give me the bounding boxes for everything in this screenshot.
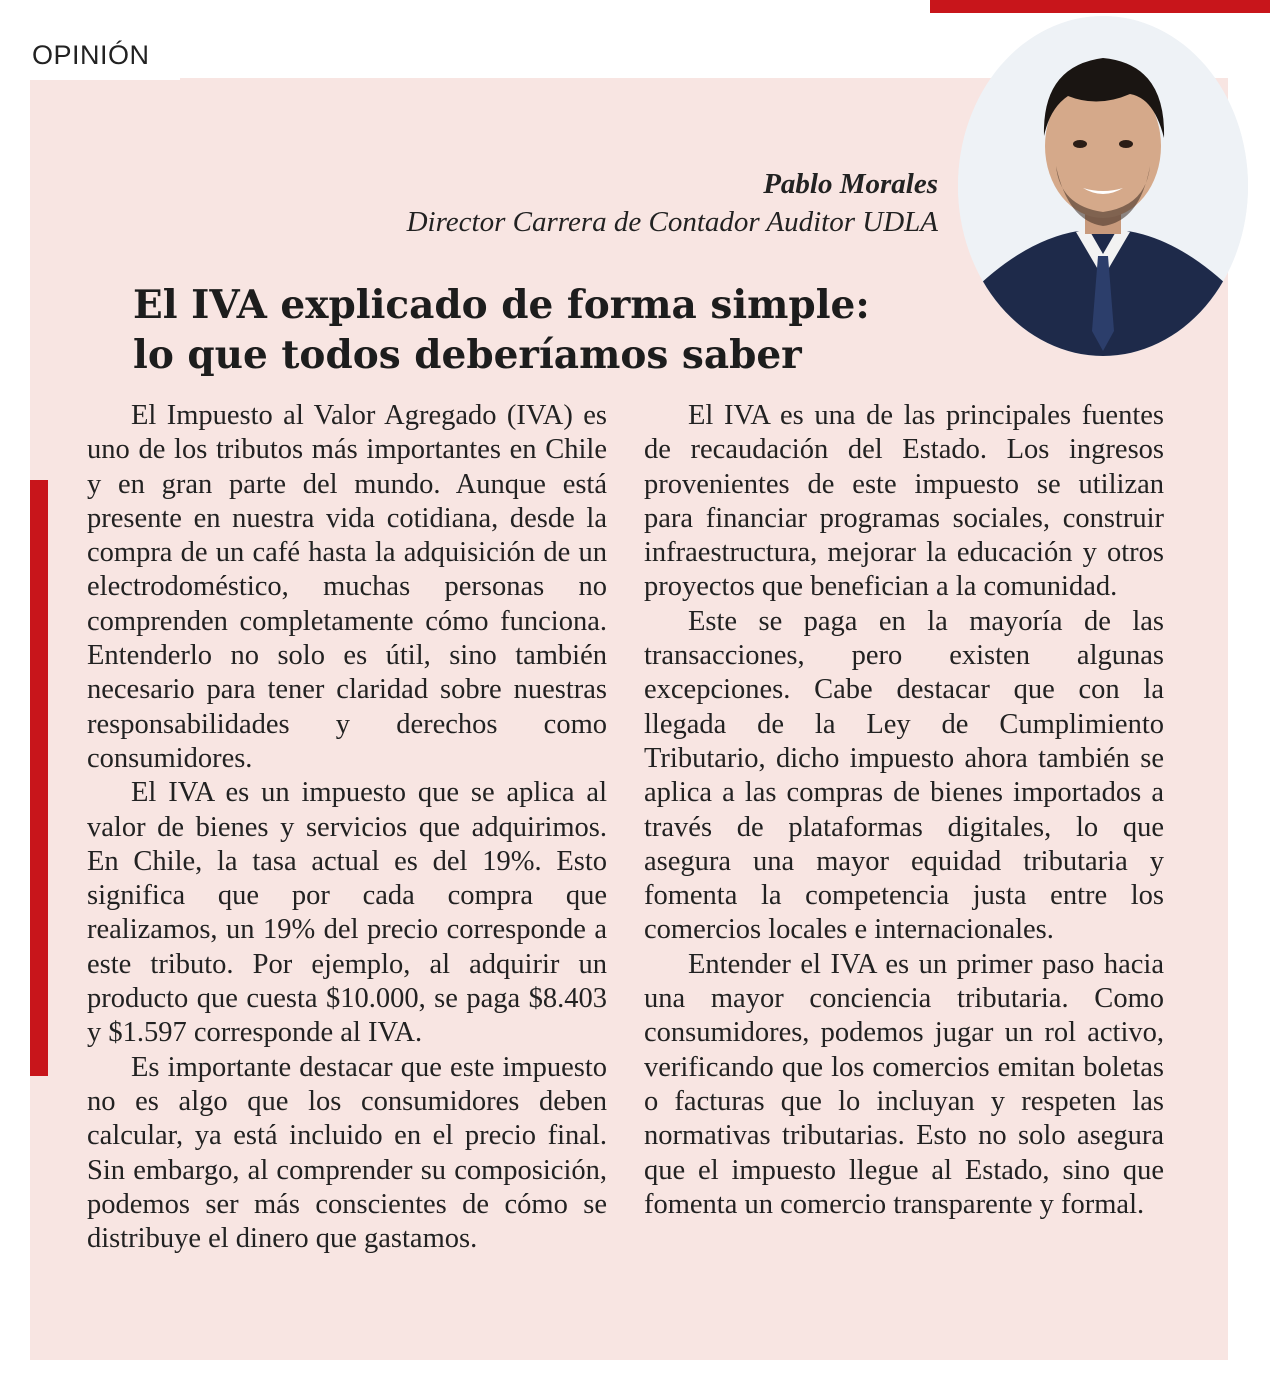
headline-line-1: El IVA explicado de forma simple: bbox=[133, 282, 870, 328]
author-photo-illustration bbox=[958, 16, 1248, 356]
author-name: Pablo Morales bbox=[763, 168, 938, 200]
headline bbox=[133, 280, 870, 380]
headline-line-2: lo que todos deberíamos saber bbox=[133, 332, 802, 378]
side-accent-bar bbox=[30, 480, 48, 1076]
author-photo bbox=[958, 16, 1248, 356]
body-paragraph: El IVA es un impuesto que se aplica al valor de bienes y servicios que adquirimos. En Chile, la tasa actual es del 19%. Esto significa que por cada compra que realizamos, un 19% del precio corresponde a este tributo. Por ejemplo, al adquirir un producto que cuesta $10.000, se paga $8.403 y $1.597 corresponde al IVA. bbox=[87, 777, 607, 1049]
author-role: Director Carrera de Contador Auditor UDLA bbox=[406, 206, 938, 238]
body-paragraph: Entender el IVA es un primer paso hacia una mayor conciencia tributaria. Como consumidores, podemos jugar un rol activo, verificando que los comercios emitan boletas o facturas que lo incluyan y respeten las normativas tributarias. Esto no solo asegura que el impuesto llegue al Estado, sino que fomenta un comercio transparente y formal. bbox=[644, 948, 1164, 1220]
section-label: OPINIÓN bbox=[32, 40, 150, 70]
body-paragraph: El Impuesto al Valor Agregado (IVA) es uno de los tributos más importantes en Chile y en gran parte del mundo. Aunque está presente en nuestra vida cotidiana, desde la compra de un café hasta la adquisición de un electrodoméstico, muchas personas no comprenden completamente cómo funciona. Entenderlo no solo es útil, sino también necesario para tener claridad sobre nuestras responsabilidades y derechos como consumidores. bbox=[87, 400, 607, 774]
body-paragraph: Es importante destacar que este impuesto no es algo que los consumidores deben calcular, ya está incluido en el precio final. Sin embargo, al comprender su composición, podemos ser más conscientes de cómo se distribuye el dinero que gastamos. bbox=[87, 1051, 607, 1255]
body-paragraph: Este se paga en la mayoría de las transacciones, pero existen algunas excepciones. Cabe destacar que con la llegada de la Ley de Cumplimiento Tributario, dicho impuesto ahora también se aplica a las compras de bienes importados a través de plataformas digitales, lo que asegura una mayor equidad tributaria y fomenta la competencia justa entre los comercios locales e internacionales. bbox=[644, 605, 1164, 946]
body-paragraph: El IVA es una de las principales fuentes de recaudación del Estado. Los ingresos provenientes de este impuesto se utilizan para financiar programas sociales, construir infraestructura, mejorar la educación y otros proyectos que benefician a la comunidad. bbox=[644, 400, 1164, 603]
top-accent-bar bbox=[930, 0, 1270, 13]
body-column-right bbox=[644, 399, 1164, 1222]
body-column-left bbox=[87, 399, 607, 1256]
